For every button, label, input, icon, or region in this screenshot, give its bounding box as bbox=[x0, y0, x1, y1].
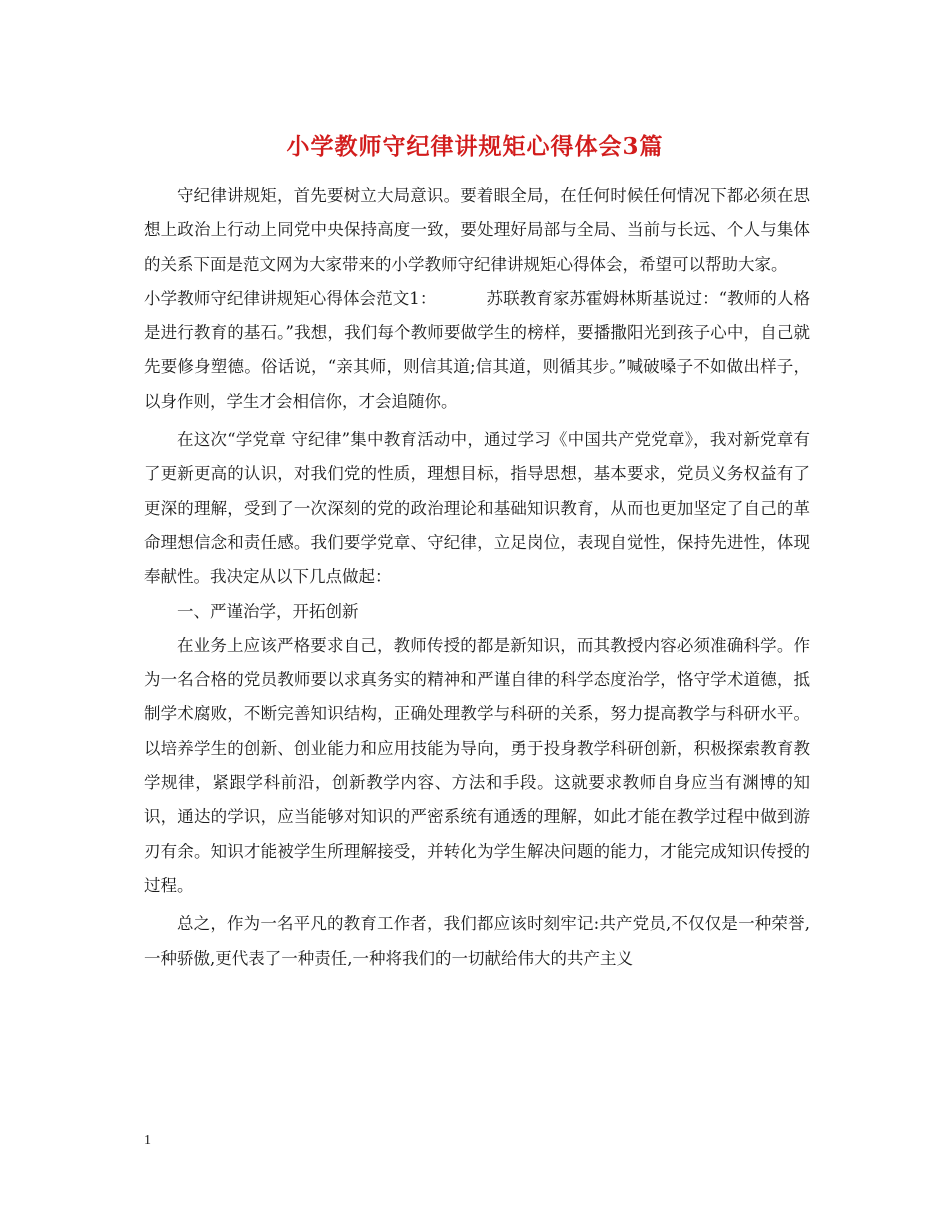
paragraph-intro: 守纪律讲规矩，首先要树立大局意识。要着眼全局，在任何时候任何情况下都必须在思想上政治上行动上同党中央保持高度一致，要处理好局部与全局、当前与长远、个人与集体的关系下面是范文网为大家带来的小学教师守纪律讲规矩心得体会，希望可以帮助大家。 bbox=[144, 186, 810, 274]
page-number: 1 bbox=[144, 1133, 151, 1148]
paragraph-conclusion: 总之，作为一名平凡的教育工作者，我们都应该时刻牢记:共产党员,不仅仅是一种荣誉,一种骄傲,更代表了一种责任,一种将我们的一切献给伟大的共产主义 bbox=[144, 914, 810, 968]
essay-1-text: 苏联教育家苏霍姆林斯基说过：“教师的人格是进行教育的基石。”我想，我们每个教师要做学生的榜样，要播撒阳光到孩子心中，自己就先要修身塑德。俗话说，“亲其师，则信其道;信其道，则循其步。”喊破嗓子不如做出样子，以身作则，学生才会相信你，才会追随你。 bbox=[144, 288, 811, 411]
section-heading-1: 一、严谨治学，开拓创新 bbox=[177, 601, 359, 621]
paragraph-party-study: 在这次“学党章 守纪律”集中教育活动中，通过学习《中国共产党党章》，我对新党章有了更新更高的认识，对我们党的性质，理想目标，指导思想，基本要求，党员义务权益有了更深的理解，受到了一次深刻的党的政治理论和基础知识教育，从而也更加坚定了自己的革命理想信念和责任感。我们要学党章、守纪律，立足岗位，表现自觉性，保持先进性，体现奉献性。我决定从以下几点做起： bbox=[144, 430, 810, 587]
essay-1-heading: 小学教师守纪律讲规矩心得体会范文1： bbox=[144, 288, 437, 308]
paragraph-essay-1 bbox=[144, 282, 810, 419]
document-title: 小学教师守纪律讲规矩心得体会3篇 bbox=[286, 133, 664, 160]
document-body bbox=[144, 179, 810, 976]
paragraph-rigorous-study: 在业务上应该严格要求自己，教师传授的都是新知识，而其教授内容必须准确科学。作为一名合格的党员教师要以求真务实的精神和严谨自律的科学态度治学，恪守学术道德，抵制学术腐败，不断完善知识结构，正确处理教学与科研的关系，努力提高教学与科研水平。以培养学生的创新、创业能力和应用技能为导向，勇于投身教学科研创新，积极探索教育教学规律，紧跟学科前沿，创新教学内容、方法和手段。这就要求教师自身应当有渊博的知识，通达的学识，应当能够对知识的严密系统有通透的理解，如此才能在教学过程中做到游刃有余。知识才能被学生所理解接受，并转化为学生解决问题的能力，才能完成知识传授的过程。 bbox=[144, 635, 810, 895]
